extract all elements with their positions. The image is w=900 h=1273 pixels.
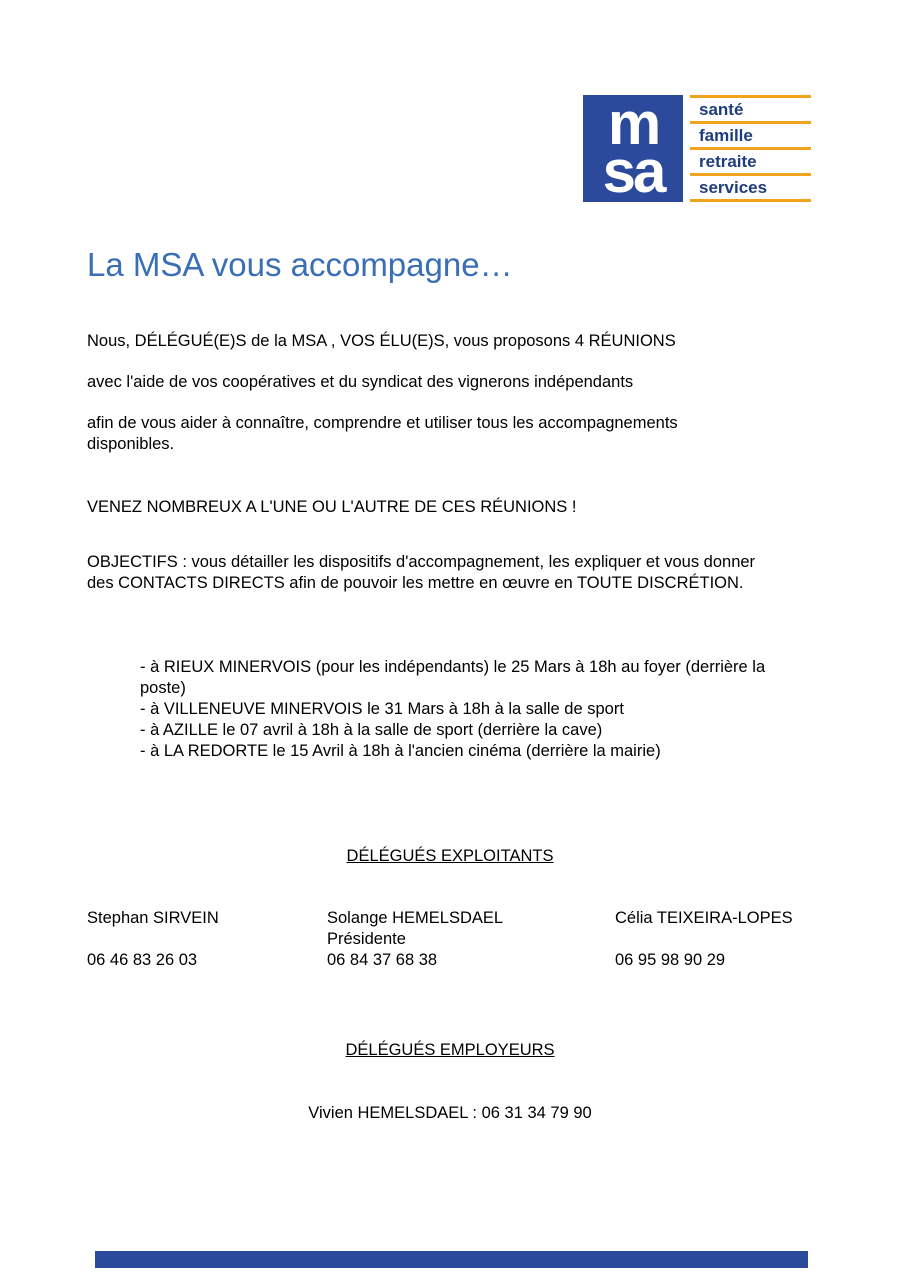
section-heading-employeurs: DÉLÉGUÉS EMPLOYEURS	[345, 1041, 555, 1059]
contact-name: Célia TEIXEIRA-LOPES	[615, 909, 793, 927]
meeting-item-azille: - à AZILLE le 07 avril à 18h à la salle de sport (derrière la cave)	[140, 721, 603, 739]
contacts-grid	[87, 908, 827, 971]
meeting-item-rieux: - à RIEUX MINERVOIS (pour les indépendants) le 25 Mars à 18h au foyer (derrière la poste)	[140, 658, 766, 697]
meetings-list	[140, 657, 808, 762]
invitation-line: VENEZ NOMBREUX A L'UNE OU L'AUTRE DE CES RÉUNIONS !	[87, 498, 577, 516]
logo-service-retraite: retraite	[699, 152, 757, 171]
logo-service-sante: santé	[699, 100, 744, 119]
contact-role	[615, 929, 827, 950]
contact-phone: 06 95 98 90 29	[615, 951, 726, 969]
logo-service-services: services	[699, 178, 768, 197]
meeting-item-villeneuve: - à VILLENEUVE MINERVOIS le 31 Mars à 18h à la salle de sport	[140, 700, 624, 718]
contact-card-sirvein	[87, 908, 327, 971]
employeurs-contact: Vivien HEMELSDAEL : 06 31 34 79 90	[308, 1104, 592, 1122]
footer-bar	[95, 1251, 808, 1268]
contact-card-teixeira	[615, 908, 827, 971]
contact-card-hemelsdael	[327, 908, 615, 971]
msa-logo-mark	[583, 89, 683, 205]
purpose-paragraph: afin de vous aider à connaître, comprendre et utiliser tous les accompagnements disponibles.	[87, 414, 678, 453]
contact-phone: 06 84 37 68 38	[327, 951, 438, 969]
objectives-paragraph: OBJECTIFS : vous détailler les dispositifs d'accompagnement, les expliquer et vous donner des CONTACTS DIRECTS afin de pouvoir les mettre en œuvre en TOUTE DISCRÉTION.	[87, 553, 756, 592]
page-title: La MSA vous accompagne…	[87, 246, 513, 283]
logo-letters-sa: sa	[602, 137, 664, 205]
meeting-item-laredorte: - à LA REDORTE le 15 Avril à 18h à l'ancien cinéma (derrière la mairie)	[140, 742, 661, 760]
section-heading-exploitants: DÉLÉGUÉS EXPLOITANTS	[346, 847, 554, 865]
logo-letter-m: m	[607, 89, 659, 157]
cooperatives-paragraph: avec l'aide de vos coopératives et du syndicat des vignerons indépendants	[87, 373, 634, 391]
contact-name: Solange HEMELSDAEL	[327, 909, 504, 927]
contact-role	[87, 929, 327, 950]
logo-service-famille: famille	[699, 126, 753, 145]
contact-name: Stephan SIRVEIN	[87, 909, 219, 927]
msa-logo	[583, 89, 811, 205]
orange-rule	[690, 199, 811, 202]
contact-phone: 06 46 83 26 03	[87, 951, 198, 969]
intro-paragraph: Nous, DÉLÉGUÉ(E)S de la MSA , VOS ÉLU(E)S, vous proposons 4 RÉUNIONS	[87, 332, 676, 350]
contact-role: Présidente	[327, 930, 406, 948]
logo-service-list	[690, 95, 811, 202]
